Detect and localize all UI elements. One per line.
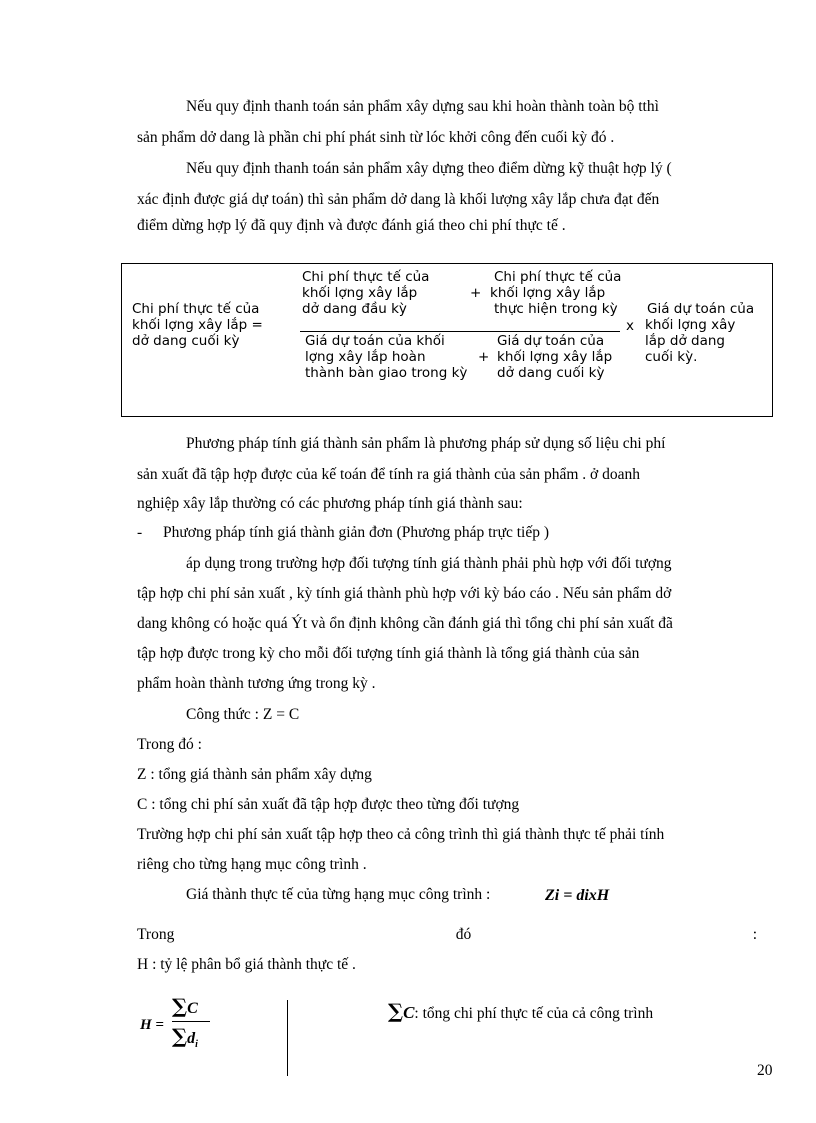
p4-line-5: phẩm hoàn thành tương ứng trong kỳ .	[137, 675, 376, 692]
zi-formula-text: Zi = dixH	[545, 887, 610, 904]
num-b-l1: Chi phí thực tế của	[494, 269, 622, 285]
p3-line-2: sản xuất đã tập hợp được của kế toán để tính ra giá thành của sản phẩm . ở doanh	[137, 466, 641, 483]
p4-line-3: dang không có hoặc quá Ýt và ổn định không cần đánh giá thì tổng chi phí sản xuất đã	[137, 615, 673, 632]
do-word: đó	[455, 926, 472, 943]
p4-line-1: áp dụng trong trường hợp đối tượng tính giá thành phải phù hợp với đối tượng	[186, 555, 672, 572]
bullet-text: Phương pháp tính giá thành giản đơn (Phương pháp trực tiếp )	[163, 524, 550, 541]
den-a-l1: Giá dự toán của khối	[305, 333, 445, 349]
formula-left-l2: khối lợng xây lắp =	[132, 317, 263, 333]
p4-line-2: tập hợp chi phí sản xuất , kỳ tính giá thành phù hợp với kỳ báo cáo . Nếu sản phẩm dở	[137, 585, 672, 602]
p2-line-2: xác định được giá dự toán) thì sản phẩm dở dang là khối lượng xây lắp chưa đạt đến	[137, 191, 660, 208]
vertical-divider	[287, 1000, 288, 1076]
h-formula-denominator	[172, 1026, 198, 1055]
formula-left-l3: dở dang cuối kỳ	[132, 333, 240, 349]
sum-c-definition	[388, 1001, 653, 1024]
page-number: 20	[757, 1062, 773, 1079]
trong-do-label: Trong đó :	[137, 736, 202, 753]
colon-mark: :	[752, 926, 757, 943]
h-den-sub: i	[195, 1039, 198, 1051]
z-definition: Z : tổng giá thành sản phẩm xây dựng	[137, 766, 372, 783]
sum-icon: ∑	[172, 1024, 188, 1048]
h-definition: H : tỷ lệ phân bổ giá thành thực tế .	[137, 956, 356, 973]
formula-right-l4: cuối kỳ.	[645, 349, 698, 365]
formula-z-equals-c: Công thức : Z = C	[186, 706, 300, 723]
zi-formula	[545, 886, 609, 906]
bullet-dash: -	[137, 524, 143, 541]
p3-line-3: nghiệp xây lắp thường có các phương pháp tính giá thành sau:	[137, 495, 523, 512]
num-a-l3: dở dang đầu kỳ	[302, 301, 407, 317]
p5-line-2: riêng cho từng hạng mục công trình .	[137, 856, 367, 873]
formula-right-l1: Giá dự toán của	[647, 301, 755, 317]
h-den-d: d	[187, 1030, 196, 1047]
den-b-l3: dở dang cuối kỳ	[497, 365, 605, 381]
h-num-c: C	[187, 1000, 198, 1017]
fraction-bar	[300, 331, 620, 332]
h-formula-lhs: H =	[140, 1017, 164, 1033]
zi-label: Giá thành thực tế của từng hạng mục công trình :	[186, 886, 491, 903]
trong-word: Trong	[137, 926, 175, 943]
den-plus: +	[478, 349, 490, 365]
p4-line-4: tập hợp được trong kỳ cho mỗi đối tượng tính giá thành là tổng giá thành của sản	[137, 645, 640, 662]
p1-line-2: sản phẩm dở dang là phần chi phí phát sinh từ lóc khởi công đến cuối kỳ đó .	[137, 129, 615, 146]
sum-c-letter: C	[403, 1003, 415, 1022]
c-definition: C : tổng chi phí sản xuất đã tập hợp được theo từng đối tượng	[137, 796, 520, 813]
den-b-l2: khối lợng xây lắp	[497, 349, 613, 365]
num-plus: +	[470, 285, 482, 301]
times-sign: x	[626, 318, 634, 334]
formula-left-l1: Chi phí thực tế của	[132, 301, 260, 317]
den-a-l3: thành bàn giao trong kỳ	[305, 365, 468, 381]
sum-c-symbol	[388, 999, 415, 1023]
den-a-l2: lợng xây lắp hoàn	[305, 349, 426, 365]
h-formula-numerator	[172, 996, 198, 1019]
num-a-l1: Chi phí thực tế của	[302, 269, 430, 285]
p2-line-3: điểm dừng hợp lý đã quy định và được đánh giá theo chi phí thực tế .	[137, 217, 566, 234]
h-fraction-bar	[172, 1021, 210, 1022]
trong-do-justified	[137, 925, 757, 945]
sum-icon: ∑	[388, 999, 404, 1023]
num-b-l3: thực hiện trong kỳ	[494, 301, 618, 317]
sum-icon: ∑	[172, 994, 188, 1018]
formula-right-l2: khối lợng xây	[645, 317, 736, 333]
num-a-l2: khối lợng xây lắp	[302, 285, 418, 301]
num-b-l2: khối lợng xây lắp	[490, 285, 606, 301]
p3-line-1: Phương pháp tính giá thành sản phẩm là phương pháp sử dụng số liệu chi phí	[186, 435, 666, 452]
sum-c-text: : tổng chi phí thực tế của cả công trình	[414, 1005, 654, 1022]
p5-line-1: Trường hợp chi phí sản xuất tập hợp theo cả công trình thì giá thành thực tế phải tính	[137, 826, 665, 843]
formula-right-l3: lắp dở dang	[645, 333, 725, 349]
p2-line-1: Nếu quy định thanh toán sản phẩm xây dựng theo điểm dừng kỹ thuật hợp lý (	[186, 160, 672, 177]
den-b-l1: Giá dự toán của	[497, 333, 605, 349]
p1-line-1: Nếu quy định thanh toán sản phẩm xây dựng sau khi hoàn thành toàn bộ tthì	[186, 98, 659, 115]
